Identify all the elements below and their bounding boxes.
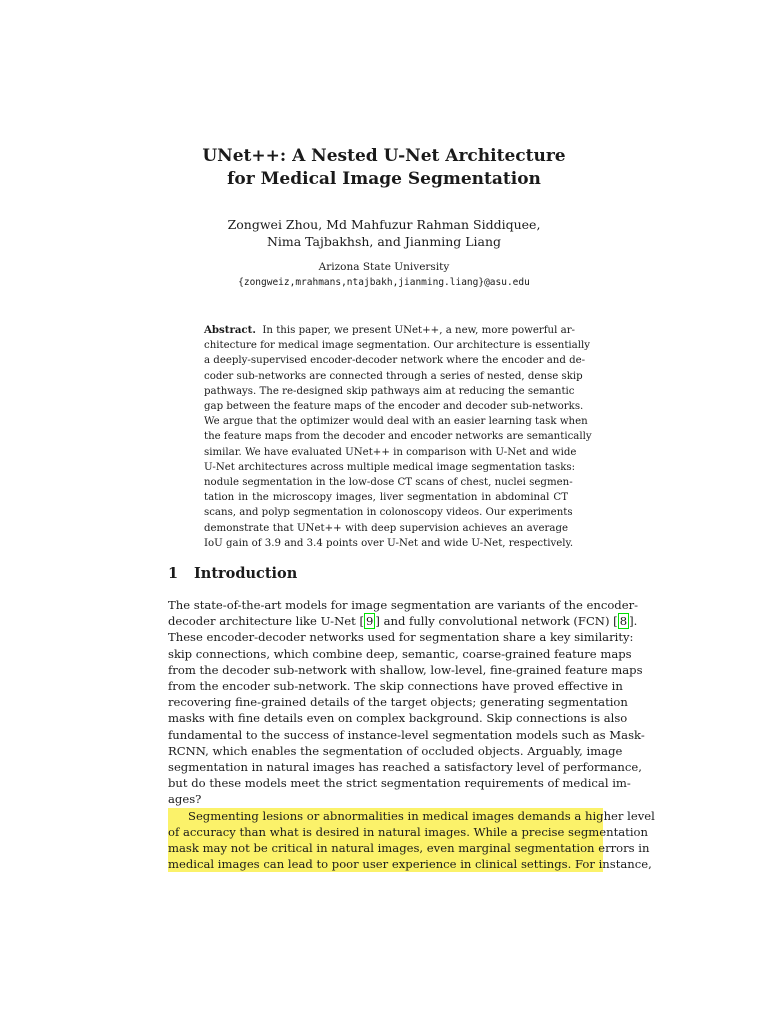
highlighted-paragraph[interactable] — [168, 808, 655, 873]
abstract-text: In this paper, we present UNet++, a new, more powerful ar- — [262, 325, 576, 336]
paper-title — [0, 145, 768, 191]
intro-text-fragment: ]. — [629, 614, 638, 629]
intro-line — [168, 613, 638, 629]
abstract-line: demonstrate that UNet++ with deep supervision achieves an average — [204, 522, 568, 534]
abstract-line: a deeply-supervised encoder-decoder network where the encoder and de- — [204, 355, 586, 367]
abstract-line: We argue that the optimizer would deal with an easier learning task when — [204, 416, 588, 428]
intro-line: fundamental to the success of instance-level segmentation models such as Mask- — [168, 727, 645, 742]
abstract-line: U-Net architectures across multiple medical image segmentation tasks: — [204, 461, 576, 473]
citation-link-9[interactable]: 9 — [365, 614, 374, 629]
section-number: 1 — [168, 565, 179, 582]
intro-line: segmentation in natural images has reached a satisfactory level of performance, — [168, 760, 642, 775]
abstract-line: tation in the microscopy images, liver segmentation in abdominal CT — [204, 492, 568, 504]
author-list — [0, 216, 768, 250]
highlighted-text: Segmenting lesions or abnormalities in medical images demands a higher level — [188, 808, 655, 823]
abstract-line: the feature maps from the decoder and encoder networks are semantically — [204, 431, 592, 443]
intro-line: but do these models meet the strict segmentation requirements of medical im- — [168, 776, 631, 791]
abstract — [204, 323, 592, 551]
intro-line: from the decoder sub-network with shallow, low-level, fine-grained feature maps — [168, 662, 643, 677]
affiliation-block — [0, 260, 768, 290]
abstract-line: similar. We have evaluated UNet++ in comparison with U-Net and wide — [204, 446, 577, 458]
intro-line: masks with fine details even on complex background. Skip connections is also — [168, 711, 628, 726]
section-title: Introduction — [194, 565, 298, 582]
intro-line: from the encoder sub-network. The skip connections have proved effective in — [168, 679, 623, 694]
intro-line: ages? — [168, 792, 202, 807]
abstract-line: chitecture for medical image segmentation. Our architecture is essentially — [204, 340, 591, 352]
highlighted-line: medical images can lead to poor user experience in clinical settings. For instance, — [168, 857, 652, 872]
highlighted-line: of accuracy than what is desired in natural images. While a precise segmentation — [168, 824, 648, 839]
affiliation: Arizona State University — [318, 261, 450, 273]
abstract-line: pathways. The re-designed skip pathways aim at reducing the semantic — [204, 385, 575, 397]
authors-line-1: Zongwei Zhou, Md Mahfuzur Rahman Siddiquee, — [227, 217, 541, 232]
authors-line-2: Nima Tajbakhsh, and Jianming Liang — [266, 234, 502, 249]
section-heading-introduction — [168, 564, 297, 584]
abstract-line: nodule segmentation in the low-dose CT scans of chest, nuclei segmen- — [204, 477, 573, 489]
intro-text-fragment: ] and fully convolutional network (FCN) [ — [375, 614, 618, 629]
abstract-line: coder sub-networks are connected through a series of nested, dense skip — [204, 370, 583, 382]
abstract-line: scans, and polyp segmentation in colonoscopy videos. Our experiments — [204, 507, 573, 519]
introduction-body — [168, 597, 655, 872]
intro-line: The state-of-the-art models for image segmentation are variants of the encoder- — [168, 598, 639, 612]
author-emails: {zongweiz,mrahmans,ntajbakh,jianming.liang}@asu.edu — [238, 277, 530, 288]
highlighted-line: mask may not be critical in natural images, even marginal segmentation errors in — [168, 841, 650, 856]
abstract-line: gap between the feature maps of the encoder and decoder sub-networks. — [204, 401, 584, 413]
highlighted-line — [168, 808, 655, 824]
intro-text-fragment: decoder architecture like U-Net [ — [168, 614, 364, 629]
intro-line: recovering fine-grained details of the target objects; generating segmentation — [168, 695, 628, 710]
title-line-1: UNet++: A Nested U-Net Architecture — [202, 146, 566, 166]
intro-line: RCNN, which enables the segmentation of occluded objects. Arguably, image — [168, 743, 623, 758]
title-line-2: for Medical Image Segmentation — [227, 169, 541, 189]
abstract-label: Abstract. — [204, 324, 256, 336]
abstract-line: IoU gain of 3.9 and 3.4 points over U-Net and wide U-Net, respectively. — [204, 537, 574, 549]
intro-line: These encoder-decoder networks used for segmentation share a key similarity: — [168, 630, 634, 645]
abstract-line — [204, 323, 576, 338]
intro-line: skip connections, which combine deep, semantic, coarse-grained feature maps — [168, 646, 632, 661]
citation-link-8[interactable]: 8 — [619, 614, 628, 629]
